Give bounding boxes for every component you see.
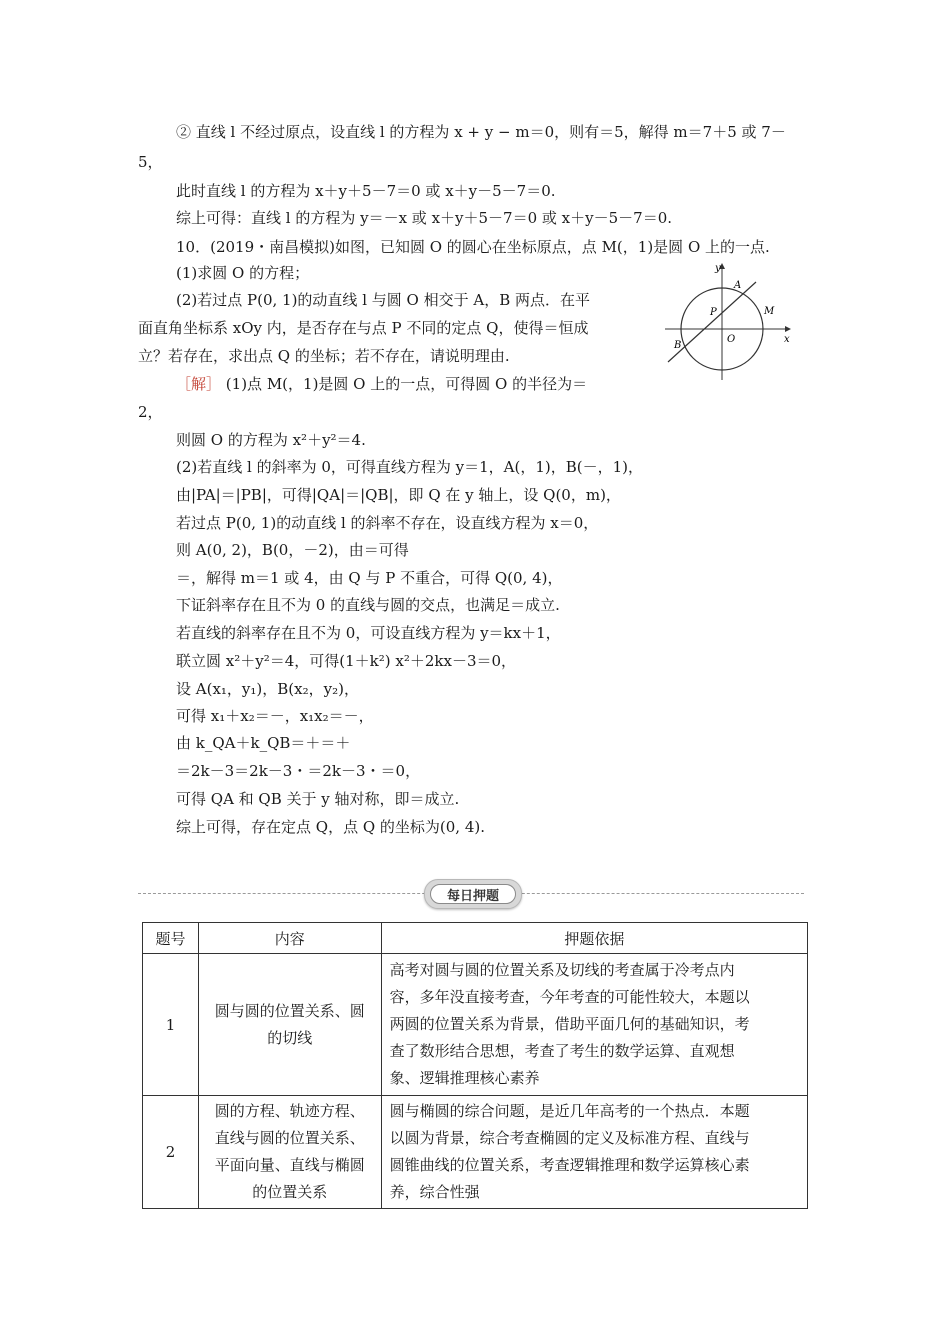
text-line: 综上可得：直线 l 的方程为 y＝－x 或 x＋y＋5－7＝0 或 x＋y－5－7＝0. [176,209,673,227]
text-line: ＝，解得 m＝1 或 4，由 Q 与 P 不重合，可得 Q(0, 4)， [176,569,563,587]
text-line: 若过点 P(0, 1)的动直线 l 的斜率不存在，设直线方程为 x＝0， [176,514,599,532]
text-line: (2)若直线 l 的斜率为 0，可得直线方程为 y＝1，A(，1)，B(－，1)， [176,458,644,476]
basis-line: 容，多年没直接考查，今年考查的可能性较大，本题以 [389,988,750,1006]
solution-tag: ［解］ [176,375,222,393]
text-line: 可得 x₁＋x₂＝－，x₁x₂＝－， [176,707,374,725]
basis-line: 象、逻辑推理核心素养 [389,1069,540,1087]
point-p-label: P [710,307,717,318]
text-line: (1)求圆 O 的方程； [176,264,310,282]
header-basis: 押题依据 [381,923,807,954]
text-line: (2)若过点 P(0, 1)的动直线 l 与圆 O 相交于 A，B 两点．在平 [176,291,590,309]
point-a-label: A [734,280,742,291]
row-number: 2 [143,1096,199,1209]
content-line: 平面向量、直线与椭圆 [214,1156,365,1174]
basis-line: 以圆为背景，综合考查椭圆的定义及标准方程、直线与 [389,1129,750,1147]
table-header-row [143,923,808,954]
origin-label: O [727,334,736,345]
text-line: ＝2k－3＝2k－3・＝2k－3・＝0， [176,762,421,780]
text-line: ② 直线 l 不经过原点，设直线 l 的方程为 x + y − m＝0，则有＝5，解得 m＝7＋5 或 7－ [176,123,786,141]
header-content: 内容 [198,923,381,954]
basis-line: 查了数形结合思想，考查了考生的数学运算、直观想 [389,1042,735,1060]
basis-line: 圆与椭圆的综合问题，是近几年高考的一个热点．本题 [389,1102,750,1120]
point-m-label: M [764,306,775,317]
content-line: 圆的方程、轨迹方程、 [214,1102,365,1120]
table-row [143,954,808,1096]
text-line: 则圆 O 的方程为 x²＋y²＝4. [176,431,366,449]
text-line: 此时直线 l 的方程为 x＋y＋5－7＝0 或 x＋y－5－7＝0. [176,182,556,200]
text-line: 5， [138,153,163,171]
header-number: 题号 [143,923,199,954]
text-line: 2， [138,403,163,421]
basis-line: 两圆的位置关系为背景，借助平面几何的基础知识，考 [389,1015,750,1033]
content-line: 的位置关系 [252,1183,328,1201]
section-badge-label: 每日押题 [430,884,516,904]
content-line: 直线与圆的位置关系、 [214,1129,365,1147]
row-number: 1 [143,954,199,1096]
text-line: 若直线的斜率存在且不为 0，可设直线方程为 y＝kx＋1， [176,624,561,642]
table-row [143,1096,808,1209]
basis-line: 圆锥曲线的位置关系，考查逻辑推理和数学运算核心素 [389,1156,750,1174]
basis-line: 高考对圆与圆的位置关系及切线的考查属于冷考点内 [389,961,735,979]
content-line: 的切线 [267,1028,313,1047]
problem-title: 10．(2019・南昌模拟)如图，已知圆 O 的圆心在坐标原点，点 M(，1)是圆 O 上的一点. [176,238,770,256]
circle-figure [660,258,795,383]
row-content [198,1096,381,1209]
text-line: 立？若存在，求出点 Q 的坐标；若不存在，请说明理由. [138,347,510,365]
point-b-label: B [674,340,682,351]
text-line: 面直角坐标系 xOy 内，是否存在与点 P 不同的定点 Q，使得＝恒成 [138,319,589,337]
text-line: 设 A(x₁，y₁)，B(x₂，y₂)， [176,680,359,698]
text-line: 可得 QA 和 QB 关于 y 轴对称，即＝成立. [176,790,460,808]
basis-line: 养，综合性强 [389,1183,480,1201]
section-badge [424,879,522,909]
y-axis-label: y [715,263,721,274]
text-line: 则 A(0, 2)，B(0，－2)，由＝可得 [176,541,409,559]
text-line: 联立圆 x²＋y²＝4，可得(1＋k²) x²＋2kx－3＝0， [176,652,517,670]
x-axis-label: x [784,334,790,345]
row-content [198,954,381,1096]
text-line: 综上可得，存在定点 Q，点 Q 的坐标为(0, 4). [176,818,485,836]
text-line: 下证斜率存在且不为 0 的直线与圆的交点，也满足＝成立. [176,596,560,614]
solution-line [176,374,587,394]
text-line: 由 k_QA＋k_QB＝＋＝＋ [176,734,351,752]
text-line: 由|PA|＝|PB|，可得|QA|＝|QB|，即 Q 在 y 轴上，设 Q(0，m)， [176,486,621,504]
content-line: 圆与圆的位置关系、圆 [214,1001,365,1020]
row-basis [381,1096,807,1209]
row-basis [381,954,807,1096]
solution-text: (1)点 M(，1)是圆 O 上的一点，可得圆 O 的半径为＝ [225,375,588,393]
prediction-table [142,922,808,1209]
